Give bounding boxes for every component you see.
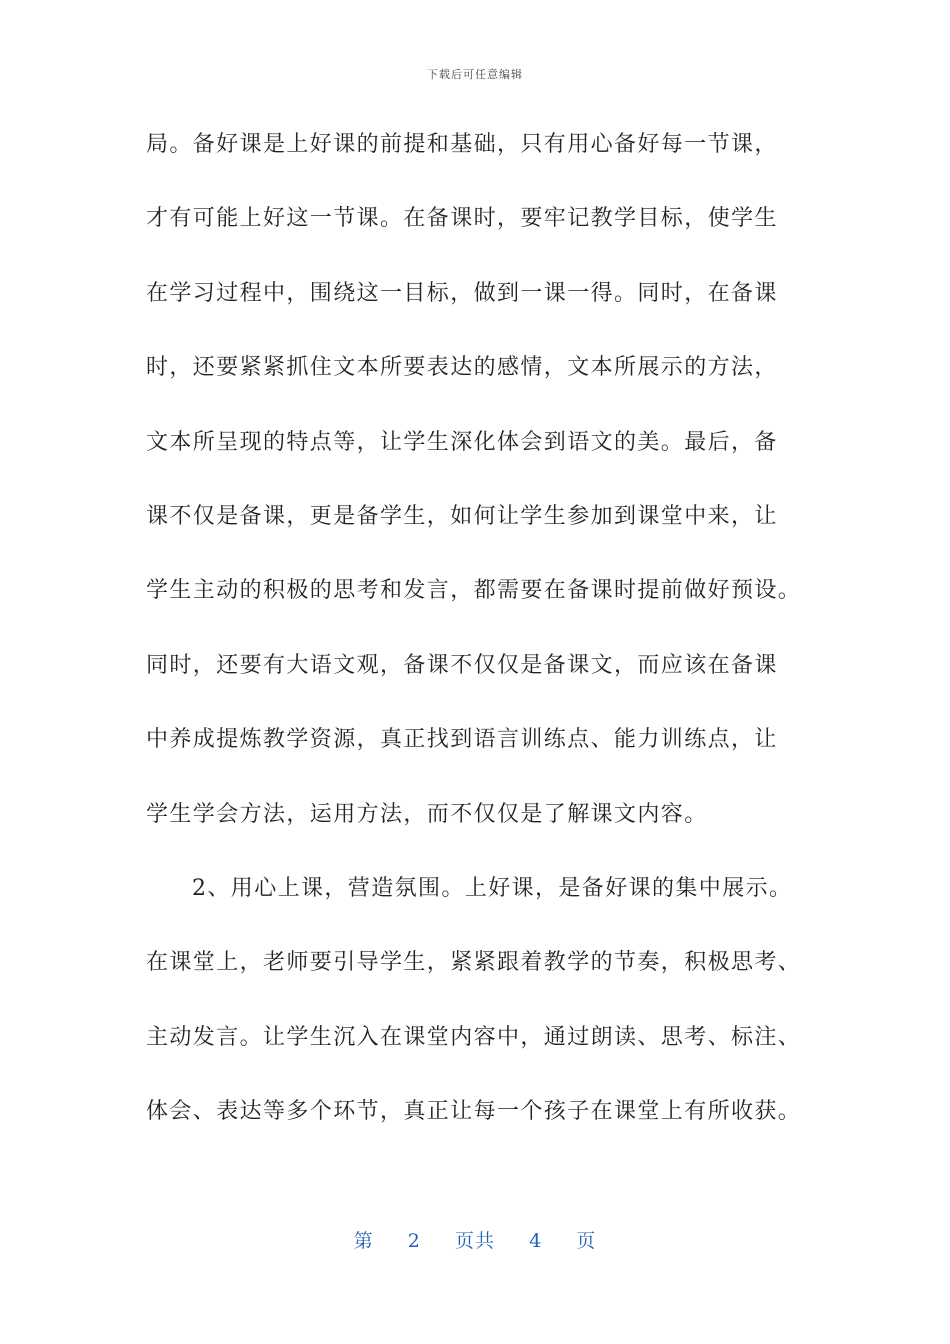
total-page-number: 4 — [529, 1230, 543, 1252]
document-body — [146, 130, 826, 1171]
text-line: 课不仅是备课，更是备学生，如何让学生参加到课堂中来，让 — [146, 503, 778, 529]
text-line: 局。备好课是上好课的前提和基础，只有用心备好每一节课， — [146, 132, 778, 157]
current-page-number: 2 — [407, 1230, 421, 1252]
footer-prefix: 第 — [353, 1230, 374, 1252]
text-line: 时，还要紧紧抓住文本所要表达的感情，文本所展示的方法， — [146, 355, 778, 381]
text-line: 同时，还要有大语文观，备课不仅仅是备课文，而应该在备课 — [146, 652, 778, 678]
text-line: 在学习过程中，围绕这一目标，做到一课一得。同时，在备课 — [146, 280, 778, 306]
text-line: 中养成提炼教学资源，真正找到语言训练点、能力训练点，让 — [146, 727, 778, 753]
text-line: 学生学会方法，运用方法，而不仅仅是了解课文内容。 — [146, 801, 708, 827]
footer-middle: 页共 — [454, 1230, 495, 1252]
paragraph-start-line: 2、用心上课，营造氛围。上好课，是备好课的集中展示。 — [192, 875, 793, 901]
text-line: 才有可能上好这一节课。在备课时，要牢记教学目标，使学生 — [146, 206, 778, 232]
page-header: 下载后可任意编辑 — [427, 68, 523, 81]
page-footer — [0, 1226, 950, 1253]
footer-suffix: 页 — [576, 1230, 597, 1252]
text-line: 主动发言。让学生沉入在课堂内容中，通过朗读、思考、标注、 — [146, 1024, 802, 1050]
text-line: 文本所呈现的特点等，让学生深化体会到语文的美。最后，备 — [146, 429, 778, 455]
text-line: 学生主动的积极的思考和发言，都需要在备课时提前做好预设。 — [146, 578, 802, 604]
text-line: 体会、表达等多个环节，真正让每一个孩子在课堂上有所收获。 — [146, 1099, 802, 1125]
text-line: 在课堂上，老师要引导学生，紧紧跟着教学的节奏，积极思考、 — [146, 950, 802, 976]
